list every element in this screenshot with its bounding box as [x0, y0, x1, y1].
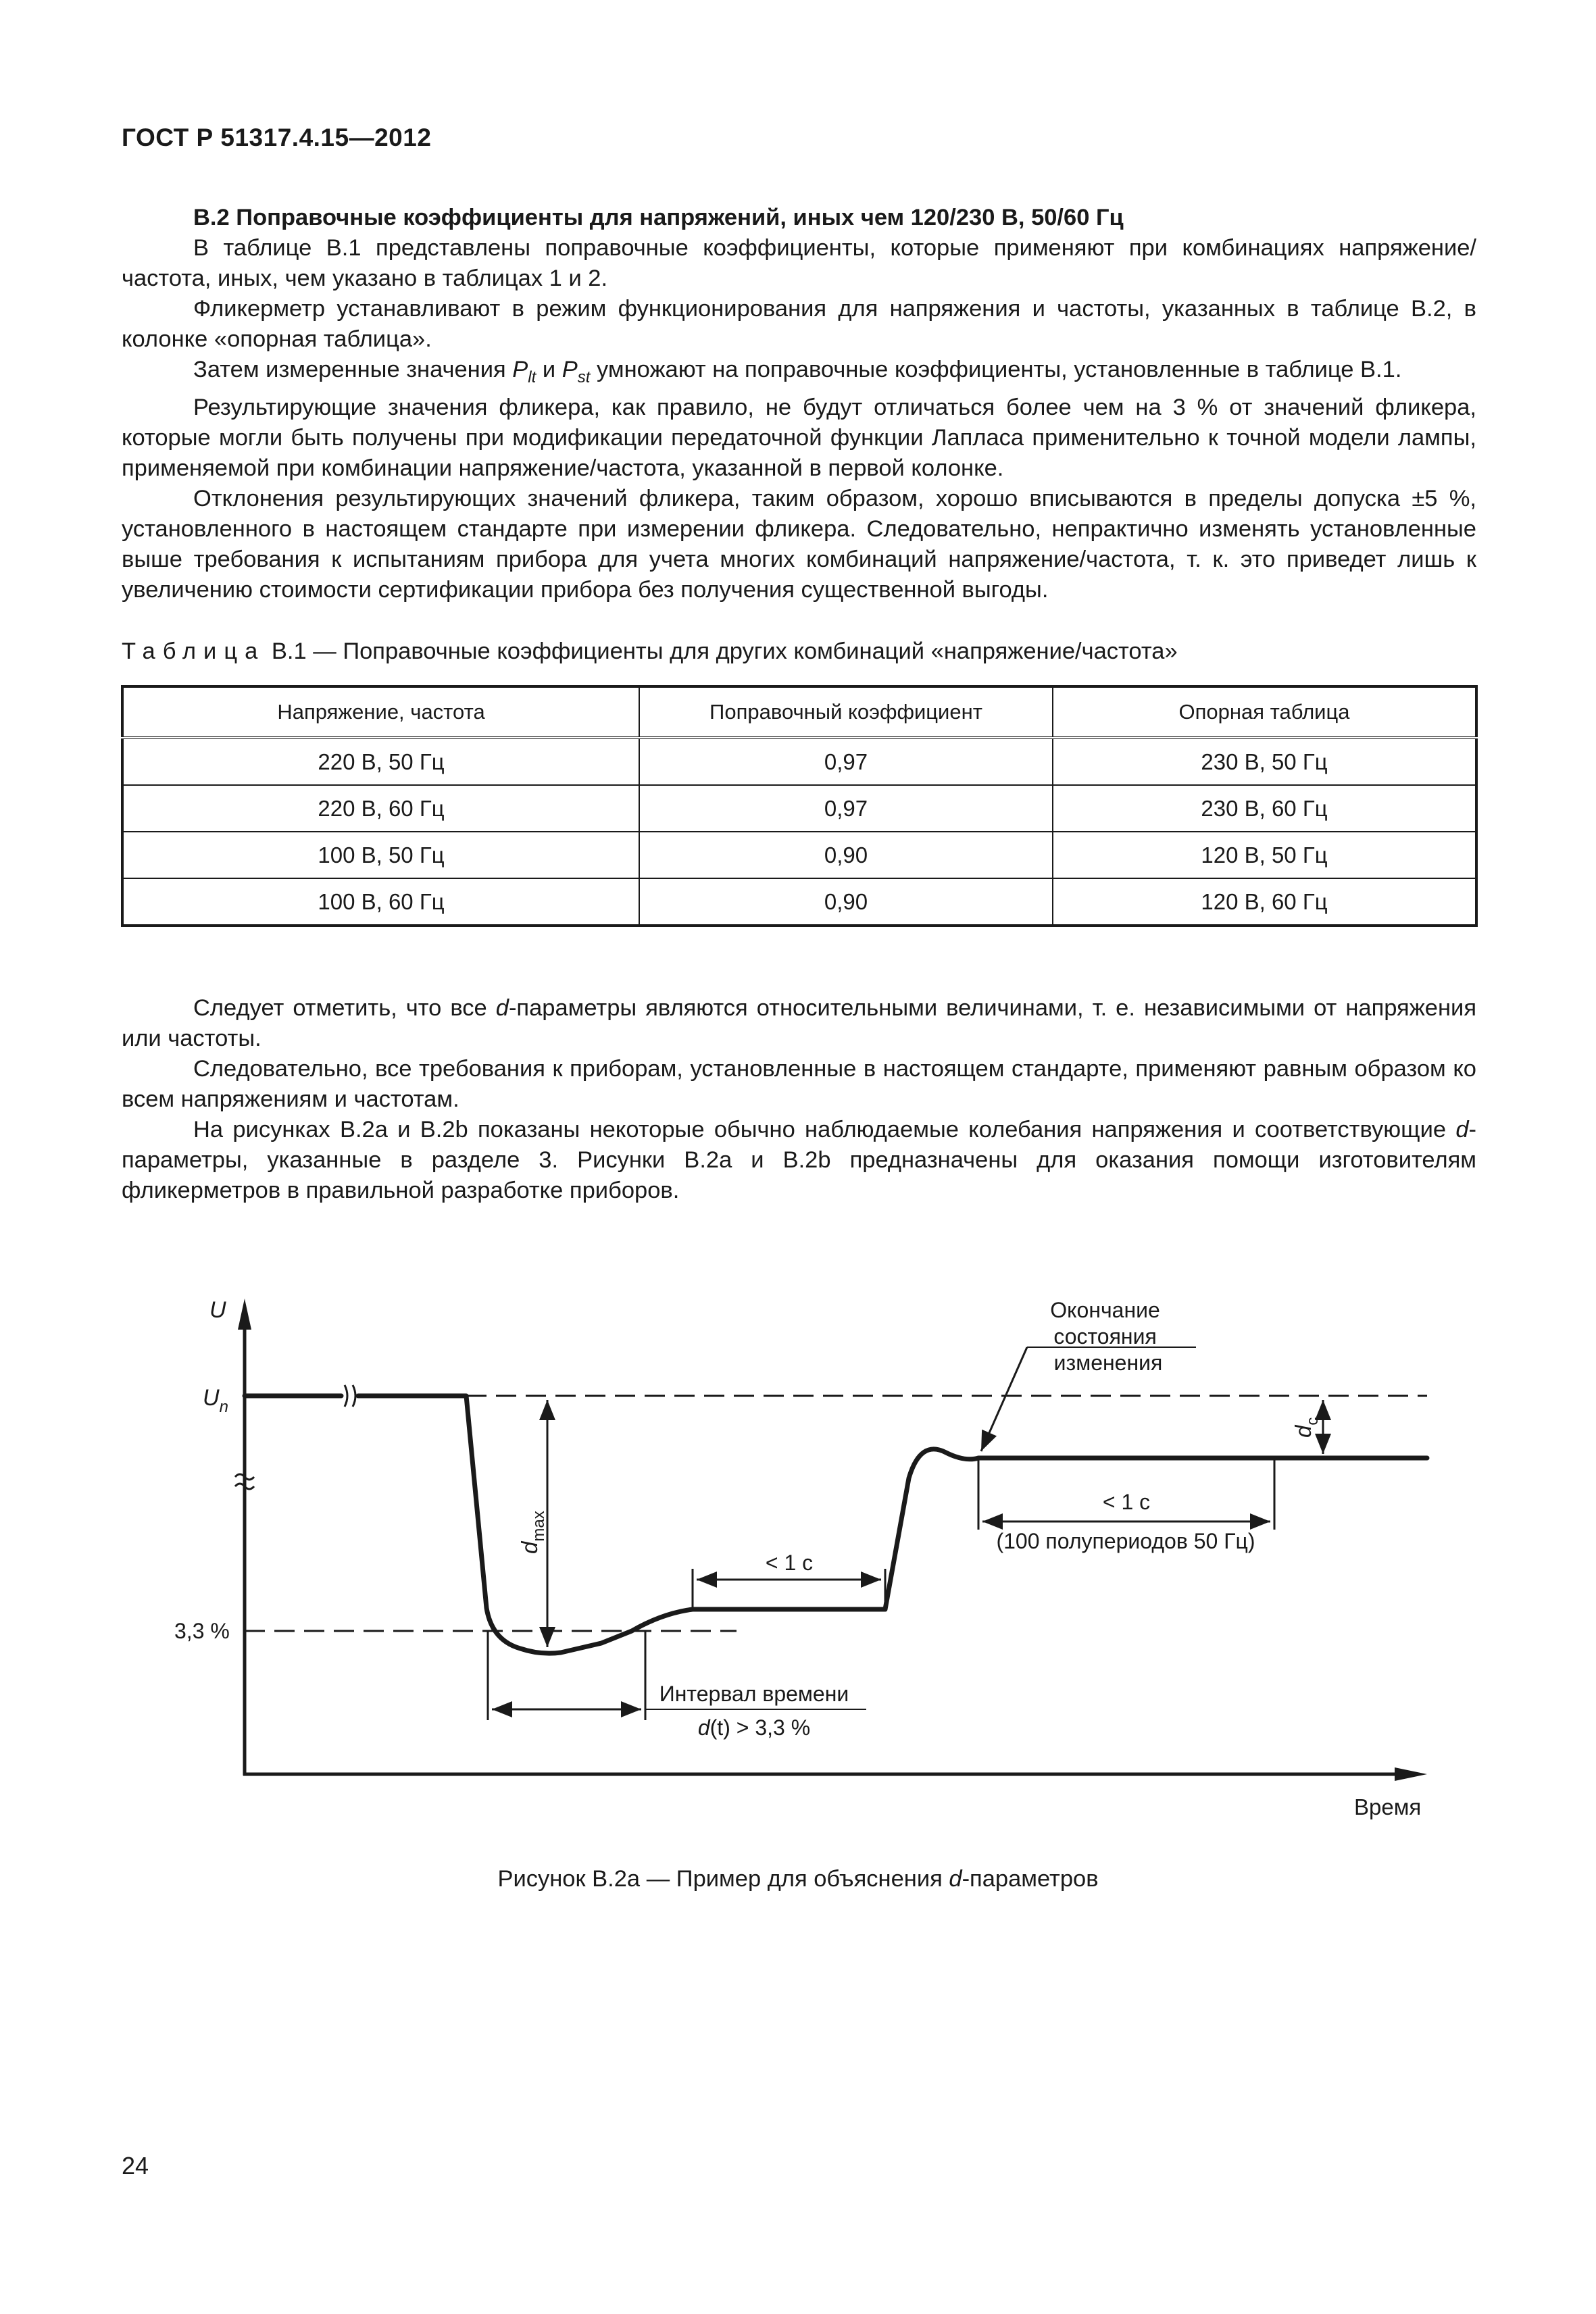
- text-run: Затем измеренные значения: [193, 357, 513, 382]
- x-axis-arrow-icon: [1395, 1767, 1427, 1781]
- column-header: Поправочный коэффициент: [639, 686, 1053, 738]
- threshold-label: 3,3 %: [174, 1619, 230, 1643]
- page-number: 24: [122, 2152, 149, 2180]
- symbol-d: d: [949, 1866, 962, 1892]
- leader-arrow: [981, 1347, 1027, 1451]
- halfperiods-label: (100 полупериодов 50 Гц): [996, 1529, 1255, 1553]
- y-axis-label: U: [209, 1297, 226, 1323]
- paragraph: [122, 993, 1476, 1054]
- figure-caption: [0, 1866, 1596, 1892]
- text-run: -параметры, указанные в разделе 3. Рисунки В.2a и В.2b предназначены для оказания помощи изготовителям фликерметров в правильной разработке приборов.: [122, 1117, 1476, 1203]
- un-label-sub: n: [219, 1398, 228, 1416]
- text-run: умножают на поправочные коэффициенты, установленные в таблице В.1.: [590, 357, 1402, 382]
- table-cell: 220 В, 50 Гц: [122, 738, 639, 785]
- end-of-change-label: [1050, 1298, 1166, 1375]
- table-cell: 230 В, 50 Гц: [1053, 738, 1476, 785]
- dc-label-sub: c: [1303, 1417, 1322, 1426]
- subscript: st: [577, 368, 591, 386]
- table-cell: 100 В, 50 Гц: [122, 832, 639, 878]
- dc-label-main: d: [1291, 1425, 1316, 1438]
- end-line: изменения: [1053, 1351, 1163, 1375]
- table-cell: 230 В, 60 Гц: [1053, 785, 1476, 832]
- table-cell: 0,90: [639, 878, 1053, 926]
- table-cell: 220 В, 60 Гц: [122, 785, 639, 832]
- table-cell: 0,97: [639, 738, 1053, 785]
- un-label: [203, 1385, 228, 1416]
- paragraph: Фликерметр устанавливают в режим функционирования для напряжения и частоты, указанных в таблице В.2, в колонке «опорная таблица».: [122, 296, 1476, 352]
- end-line: состояния: [1053, 1324, 1157, 1349]
- paragraph: В таблице В.1 представлены поправочные коэффициенты, которые применяют при комбинациях напряжение/частота, иных, чем указано в таблицах 1 и 2.: [122, 235, 1476, 291]
- y-axis-arrow-icon: [238, 1299, 251, 1330]
- text-run: На рисунках В.2a и В.2b показаны некоторые обычно наблюдаемые колебания напряжения и соответствующие: [193, 1117, 1456, 1142]
- section-title: В.2 Поправочные коэффициенты для напряжений, иных чем 120/230 В, 50/60 Гц: [193, 205, 1124, 230]
- symbol-p: P: [512, 357, 528, 382]
- correction-table: [121, 685, 1478, 927]
- un-label-main: U: [203, 1385, 220, 1411]
- interval-condition-label: [698, 1715, 810, 1740]
- dc-label: [1291, 1417, 1322, 1438]
- column-header: Напряжение, частота: [122, 686, 639, 738]
- text-run: Рисунок В.2а — Пример для объяснения: [497, 1866, 949, 1892]
- document-header: ГОСТ Р 51317.4.15—2012: [122, 124, 432, 151]
- table-cell: 0,90: [639, 832, 1053, 878]
- section-b2: [122, 203, 1476, 605]
- text-run: -параметры являются относительными величинами, т. е. независимыми от напряжения или частоты.: [122, 995, 1476, 1051]
- end-line: Окончание: [1050, 1298, 1160, 1322]
- dmax-label: [517, 1511, 548, 1554]
- duration-label: < 1 с: [765, 1551, 814, 1575]
- interval-d: d: [697, 1715, 710, 1740]
- text-run: -параметров: [962, 1866, 1099, 1892]
- paragraph: [122, 1115, 1476, 1206]
- symbol-p: P: [562, 357, 578, 382]
- table-header-row: [122, 686, 1476, 738]
- dmax-label-main: d: [517, 1541, 542, 1554]
- table-cell: 100 В, 60 Гц: [122, 878, 639, 926]
- x-axis-label: Время: [1354, 1794, 1422, 1819]
- table-caption: [122, 638, 1178, 665]
- subscript: lt: [528, 368, 537, 386]
- table-caption-text: В.1 — Поправочные коэффициенты для других комбинаций «напряжение/частота»: [265, 638, 1178, 664]
- symbol-d: d: [1455, 1117, 1469, 1142]
- voltage-curve: [245, 1396, 1427, 1653]
- paragraph: Результирующие значения фликера, как правило, не будут отличаться более чем на 3 % от значений фликера, которые могли быть получены при модификации передаточной функции Лапласа применительно к точной модели лампы, применяемой при комбинации напряжение/частота, указанной в первой колонке.: [122, 395, 1476, 481]
- dmax-label-sub: max: [530, 1511, 548, 1542]
- table-cell: 120 В, 50 Гц: [1053, 832, 1476, 878]
- paragraph: [122, 355, 1476, 393]
- after-table-text: [122, 993, 1476, 1206]
- table-cell: 120 В, 60 Гц: [1053, 878, 1476, 926]
- table-row: [122, 832, 1476, 878]
- paragraph: Следовательно, все требования к приборам, установленные в настоящем стандарте, применяют равным образом ко всем напряжениям и частотам.: [122, 1056, 1476, 1112]
- paragraph: Отклонения результирующих значений фликера, таким образом, хорошо вписываются в пределы допуска ±5 %, установленного в настоящем стандарте при измерении фликера. Следовательно, непрактично изменять установленные выше требования к испытаниям прибора для учета многих комбинаций напряжение/частота, т. к. это приведет лишь к увеличению стоимости сертификации прибора без получения существенной выгоды.: [122, 486, 1476, 603]
- table-row: [122, 738, 1476, 785]
- table-caption-label: Таблица: [122, 638, 266, 664]
- figure-b2a: [0, 1270, 1596, 1851]
- column-header: Опорная таблица: [1053, 686, 1476, 738]
- text-run: Следует отметить, что все: [193, 995, 496, 1021]
- line-break-icon: [345, 1385, 355, 1407]
- interval-t: (t) > 3,3 %: [709, 1715, 811, 1740]
- interval-label: Интервал времени: [659, 1682, 849, 1706]
- table-row: [122, 785, 1476, 832]
- duration-label: < 1 с: [1102, 1490, 1151, 1514]
- text-run: и: [536, 357, 562, 382]
- table-cell: 0,97: [639, 785, 1053, 832]
- symbol-d: d: [495, 995, 509, 1021]
- table-row: [122, 878, 1476, 926]
